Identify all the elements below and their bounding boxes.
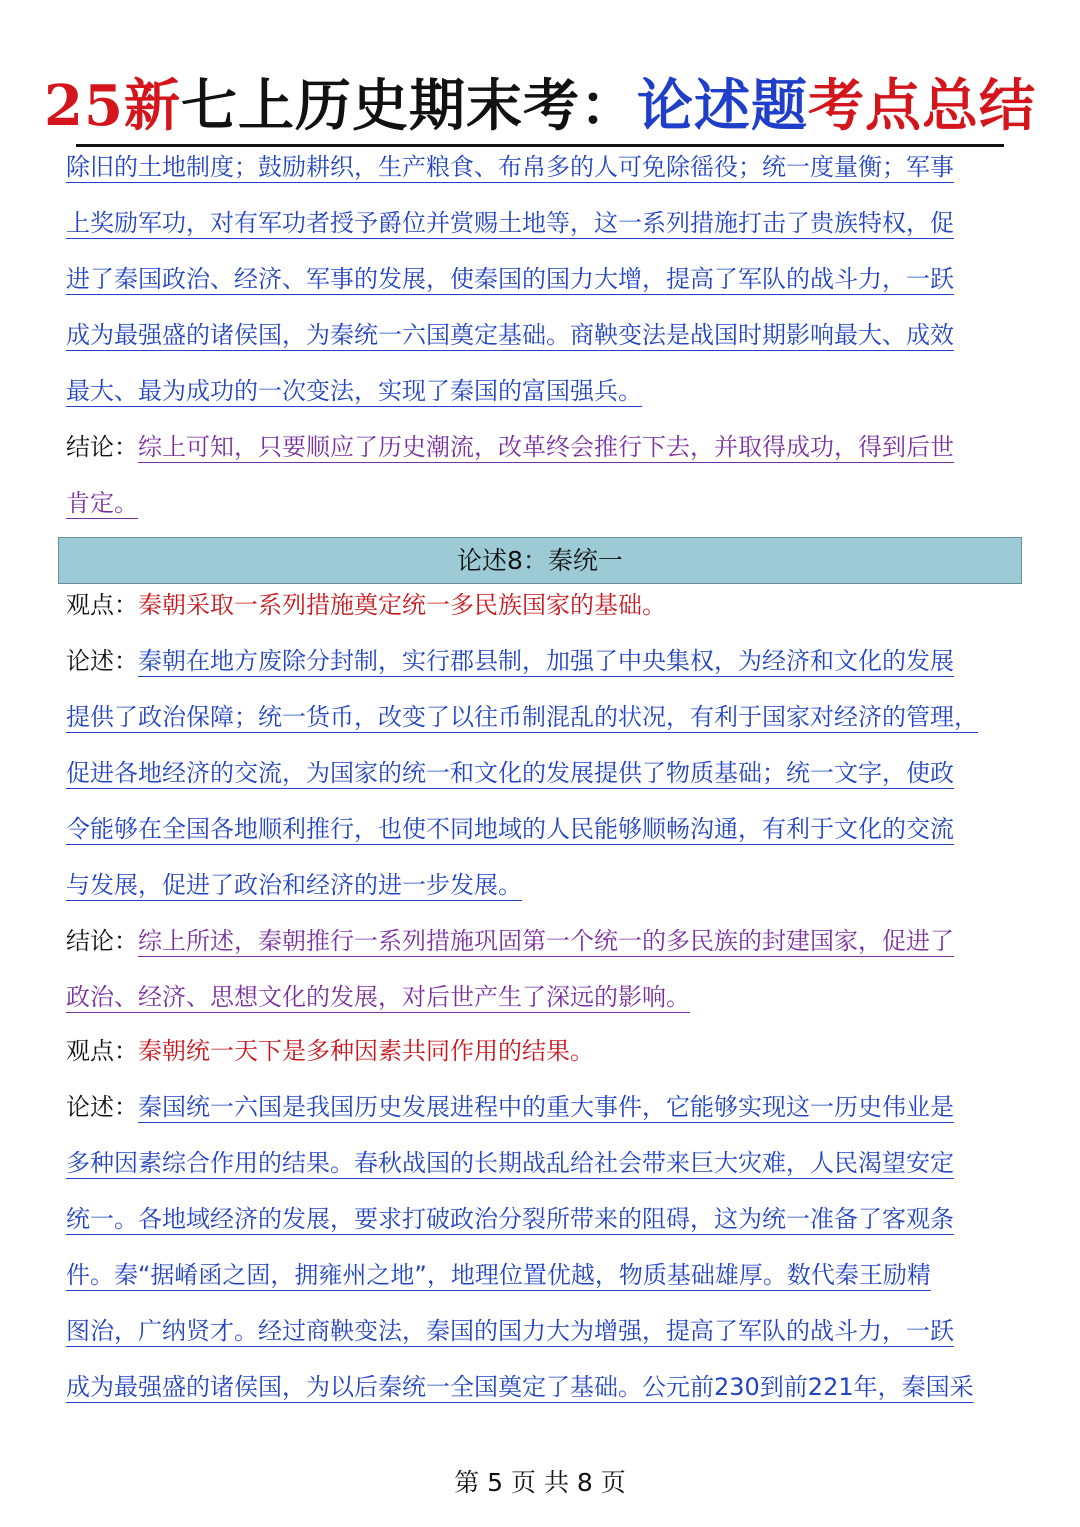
viewpoint-paragraph: [66, 588, 666, 622]
viewpoint-paragraph: [66, 1034, 594, 1068]
viewpoint-text: 秦朝统一天下是多种因素共同作用的结果。: [138, 1037, 594, 1065]
argument-label: 论述：: [66, 1093, 138, 1121]
page-title: [0, 70, 1080, 142]
argument-text: 秦国统一六国是我国历史发展进程中的重大事件，它能够实现这一历史伟业是: [138, 1093, 954, 1121]
conclusion-paragraph: [66, 430, 954, 464]
page-number: 第 5 页 共 8 页: [454, 1468, 626, 1497]
argument-text: 秦朝在地方废除分封制，实行郡县制，加强了中央集权，为经济和文化的发展: [138, 647, 954, 675]
argument-paragraph: [66, 644, 954, 678]
conclusion-text: 综上所述，秦朝推行一系列措施巩固第一个统一的多民族的封建国家，促进了: [138, 927, 954, 955]
argument-text: 提供了政治保障；统一货币，改变了以往币制混乱的状况，有利于国家对经济的管理，: [66, 703, 978, 731]
argument-text: 多种因素综合作用的结果。春秋战国的长期战乱给社会带来巨大灾难，人民渴望安定: [66, 1149, 954, 1177]
title-part-summary: 考点总结: [807, 73, 1036, 139]
argument-text: 成为最强盛的诸侯国，为以后秦统一全国奠定了基础。公元前230到前221年，秦国采: [66, 1373, 974, 1401]
conclusion-text: 综上可知，只要顺应了历史潮流，改革终会推行下去，并取得成功，得到后世: [138, 433, 954, 461]
argument-text: 件。秦“据崤函之固，拥雍州之地”，地理位置优越，物质基础雄厚。数代秦王励精: [66, 1261, 931, 1289]
viewpoint-text: 秦朝采取一系列措施奠定统一多民族国家的基础。: [138, 591, 666, 619]
title-part-subject: 七上历史期末考：: [180, 73, 637, 139]
section-header: 论述8：秦统一: [58, 537, 1022, 584]
argument-text: 与发展，促进了政治和经济的进一步发展。: [66, 871, 522, 899]
text-line: 成为最强盛的诸侯国，为秦统一六国奠定基础。商鞅变法是战国时期影响最大、成效: [66, 321, 954, 349]
argument-text: 图治，广纳贤才。经过商鞅变法，秦国的国力大为增强，提高了军队的战斗力，一跃: [66, 1317, 954, 1345]
conclusion-paragraph: [66, 924, 954, 958]
title-part-year: 25新: [44, 73, 181, 139]
conclusion-text: 肯定。: [66, 489, 138, 517]
title-underline: [76, 144, 1004, 147]
viewpoint-label: 观点：: [66, 1037, 138, 1065]
text-line: 除旧的土地制度；鼓励耕织，生产粮食、布帛多的人可免除徭役；统一度量衡；军事: [66, 153, 954, 181]
argument-text: 统一。各地域经济的发展，要求打破政治分裂所带来的阻碍，这为统一准备了客观条: [66, 1205, 954, 1233]
text-line: 进了秦国政治、经济、军事的发展，使秦国的国力大增，提高了军队的战斗力，一跃: [66, 265, 954, 293]
text-line: 最大、最为成功的一次变法，实现了秦国的富国强兵。: [66, 377, 642, 405]
title-part-topic: 论述题: [636, 73, 808, 139]
argument-text: 令能够在全国各地顺利推行，也使不同地域的人民能够顺畅沟通，有利于文化的交流: [66, 815, 954, 843]
conclusion-label: 结论：: [66, 433, 138, 461]
argument-label: 论述：: [66, 647, 138, 675]
viewpoint-label: 观点：: [66, 591, 138, 619]
conclusion-label: 结论：: [66, 927, 138, 955]
argument-paragraph: [66, 1090, 954, 1124]
argument-text: 促进各地经济的交流，为国家的统一和文化的发展提供了物质基础；统一文字，使政: [66, 759, 954, 787]
conclusion-text: 政治、经济、思想文化的发展，对后世产生了深远的影响。: [66, 983, 690, 1011]
text-line: 上奖励军功，对有军功者授予爵位并赏赐土地等，这一系列措施打击了贵族特权，促: [66, 209, 954, 237]
